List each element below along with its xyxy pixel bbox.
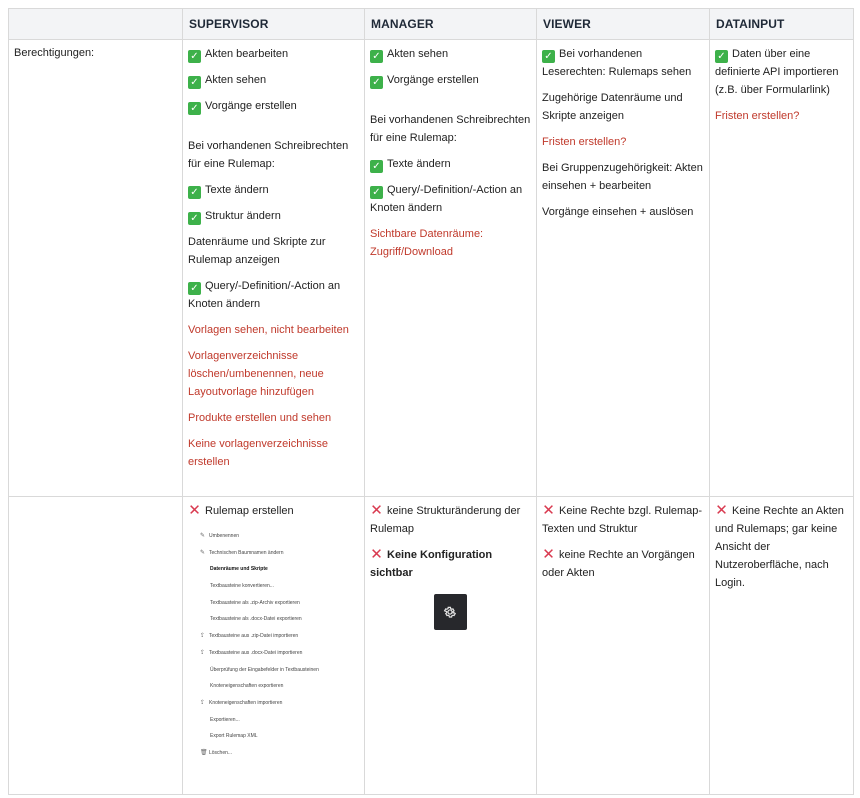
check-mark-icon: ✓: [188, 50, 201, 63]
menu-item-label: Technischen Baumnamen ändern: [209, 549, 284, 556]
permission-text: Keine Rechte an Akten und Rulemaps; gar keine Ansicht der Nutzeroberfläche, nach Login.: [715, 505, 844, 589]
permission-text: Daten über eine definierte API importieren (z.B. über Formularlink): [715, 48, 839, 96]
permission-line: [370, 225, 531, 261]
permission-line: [715, 107, 848, 125]
menu-item-label: Überprüfung der Eingabefelder in Textbausteinen: [210, 666, 319, 673]
menu-item-label: Knoteneigenschaften exportieren: [210, 683, 284, 690]
permission-text: Query/-Definition/-Action an Knoten ändern: [188, 280, 341, 310]
gear-button[interactable]: [434, 594, 467, 630]
menu-item-label: Textbausteine als .zip-Archiv exportieren: [210, 599, 300, 606]
cell-manager-restrictions: [365, 497, 537, 795]
permission-line: [542, 546, 704, 582]
permission-line: [188, 321, 359, 339]
menu-item-label: Textbausteine konvertieren...: [210, 583, 274, 590]
check-mark-icon: ✓: [370, 160, 383, 173]
permission-line: [542, 502, 704, 538]
upload-icon: ⇪: [200, 699, 206, 706]
spacer: [370, 97, 531, 111]
menu-item-label: Textbausteine als .docx-Datei exportieren: [210, 616, 302, 623]
row-label: Berechtigungen:: [9, 40, 183, 497]
menu-item-label: Knoteneigenschaften importieren: [209, 699, 283, 706]
menu-item: [200, 678, 350, 695]
check-mark-icon: ✓: [188, 102, 201, 115]
permission-line: [370, 45, 531, 63]
permission-text: Akten sehen: [387, 48, 449, 60]
check-mark-icon: ✓: [370, 50, 383, 63]
permission-line: [370, 111, 531, 147]
permission-text: Sichtbare Datenräume: Zugriff/Download: [370, 228, 484, 258]
permission-text: Vorlagenverzeichnisse löschen/umbenennen, neue Layoutvorlage hinzufügen: [188, 350, 324, 398]
permission-line: [542, 89, 704, 125]
check-mark-icon: ✓: [188, 76, 201, 89]
table-row-restrictions: [9, 497, 854, 795]
permission-text: Texte ändern: [387, 158, 451, 170]
permission-text: Bei vorhandenen Leserechten: Rulemaps sehen: [542, 48, 692, 78]
permission-text: Vorgänge erstellen: [387, 74, 479, 86]
menu-item: [200, 745, 350, 762]
permission-line: [188, 71, 359, 89]
header-datainput: DATAINPUT: [710, 9, 854, 40]
check-mark-icon: ✓: [542, 50, 555, 63]
permission-text: Fristen erstellen?: [542, 136, 627, 148]
cell-viewer-restrictions: [537, 497, 710, 795]
permission-line: [188, 137, 359, 173]
row-label-empty: [9, 497, 183, 795]
menu-item: [200, 728, 350, 745]
menu-item: [200, 578, 350, 595]
permission-text: keine Strukturänderung der Rulemap: [370, 505, 521, 535]
header-empty: [9, 9, 183, 40]
permission-text: Fristen erstellen?: [715, 110, 800, 122]
cell-supervisor-permissions: [183, 40, 365, 497]
menu-item: [200, 695, 350, 712]
menu-item-label: Export Rulemap XML: [210, 733, 258, 740]
permission-line: [542, 133, 704, 151]
upload-icon: ⇪: [200, 633, 206, 640]
cross-mark-icon: ✕: [542, 546, 555, 563]
check-mark-icon: ✓: [370, 76, 383, 89]
permission-text: Keine Rechte bzgl. Rulemap-Texten und Struktur: [542, 505, 703, 535]
menu-item: [200, 628, 350, 645]
permission-line: [715, 502, 848, 592]
cross-mark-icon: ✕: [370, 502, 383, 519]
permission-text: Struktur ändern: [205, 210, 281, 222]
table-row-permissions: [9, 40, 854, 497]
permission-line: [188, 435, 359, 471]
check-mark-icon: ✓: [370, 186, 383, 199]
header-viewer: VIEWER: [537, 9, 710, 40]
check-mark-icon: ✓: [715, 50, 728, 63]
context-menu-screenshot: [200, 528, 350, 762]
menu-item: [200, 545, 350, 562]
trash-icon: 🗑: [200, 749, 208, 756]
permission-line: [370, 71, 531, 89]
check-mark-icon: ✓: [188, 186, 201, 199]
menu-item: [200, 645, 350, 662]
check-mark-icon: ✓: [188, 212, 201, 225]
permission-text: Vorlagen sehen, nicht bearbeiten: [188, 324, 349, 336]
permission-text: Datenräume und Skripte zur Rulemap anzeigen: [188, 236, 326, 266]
menu-item: [200, 611, 350, 628]
permission-text: Akten bearbeiten: [205, 48, 289, 60]
cross-mark-icon: ✕: [370, 546, 383, 563]
cell-manager-permissions: [365, 40, 537, 497]
permission-line: [542, 159, 704, 195]
permission-text: keine Rechte an Vorgängen oder Akten: [542, 549, 695, 579]
cell-datainput-restrictions: [710, 497, 854, 795]
permission-text: Query/-Definition/-Action an Knoten ändern: [370, 184, 523, 214]
check-mark-icon: ✓: [188, 282, 201, 295]
permission-line: [370, 155, 531, 173]
menu-item: [200, 595, 350, 612]
permission-line: [370, 181, 531, 217]
permission-line: [715, 45, 848, 99]
permission-text: Bei vorhandenen Schreibrechten für eine Rulemap:: [370, 114, 531, 144]
supervisor-restrictions-list: [188, 502, 359, 520]
manager-restrictions-list: [370, 502, 531, 582]
permission-line: [188, 97, 359, 115]
menu-item-label: Textbausteine aus .docx-Datei importieren: [209, 649, 303, 656]
menu-item: [200, 528, 350, 545]
permission-text: Bei Gruppenzugehörigkeit: Akten einsehen + bearbeiten: [542, 162, 703, 192]
header-supervisor: SUPERVISOR: [183, 9, 365, 40]
spacer: [188, 123, 359, 137]
cell-datainput-permissions: [710, 40, 854, 497]
permission-line: [542, 45, 704, 81]
cell-viewer-permissions: [537, 40, 710, 497]
gear-icon: [443, 605, 457, 619]
permission-line: [188, 502, 359, 520]
menu-item: [200, 561, 350, 578]
permission-line: [370, 502, 531, 538]
menu-item: [200, 712, 350, 729]
permission-text: Bei vorhandenen Schreibrechten für eine Rulemap:: [188, 140, 349, 170]
edit-icon: ✎: [200, 549, 206, 556]
permission-text: Produkte erstellen und sehen: [188, 412, 332, 424]
permission-line: [188, 233, 359, 269]
permission-line: [542, 203, 704, 221]
header-manager: MANAGER: [365, 9, 537, 40]
edit-icon: ✎: [200, 533, 206, 539]
permission-line: [188, 277, 359, 313]
menu-item: [200, 662, 350, 679]
cross-mark-icon: ✕: [188, 502, 201, 519]
upload-icon: ⇪: [200, 649, 206, 656]
permission-text: Keine vorlagenverzeichnisse erstellen: [188, 438, 329, 468]
permission-text: Vorgänge erstellen: [205, 100, 297, 112]
permission-line: [188, 45, 359, 63]
permission-text: Rulemap erstellen: [205, 505, 294, 517]
permission-line: [188, 347, 359, 401]
permission-line: [188, 409, 359, 427]
cross-mark-icon: ✕: [542, 502, 555, 519]
permissions-table: [8, 8, 854, 795]
cross-mark-icon: ✕: [715, 502, 728, 519]
menu-item-label: Löschen...: [209, 749, 233, 756]
menu-item-label: Textbausteine aus .zip-Datei importieren: [209, 633, 299, 640]
permission-line: [370, 546, 531, 582]
permission-text: Texte ändern: [205, 184, 269, 196]
permission-line: [188, 207, 359, 225]
permission-text: Akten sehen: [205, 74, 267, 86]
permission-text: Zugehörige Datenräume und Skripte anzeigen: [542, 92, 683, 122]
permission-text: Keine Konfiguration sichtbar: [370, 549, 493, 579]
menu-item-label: Umbenennen: [209, 533, 240, 539]
permission-line: [188, 181, 359, 199]
cell-supervisor-restrictions: [183, 497, 365, 795]
header-row: [9, 9, 854, 40]
menu-item-label: Exportieren...: [210, 716, 240, 723]
permission-text: Vorgänge einsehen + auslösen: [542, 206, 694, 218]
menu-item-label: Datenräume und Skripte: [210, 566, 268, 573]
